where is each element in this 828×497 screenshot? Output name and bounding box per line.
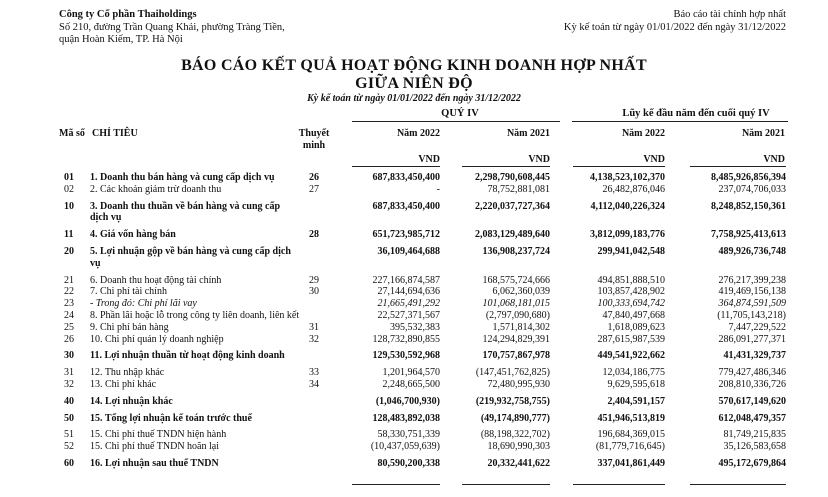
row-q4-2021: 6,062,360,039 [492,286,550,298]
row-spacer [786,241,828,270]
table-row [0,362,828,379]
row-note: 29 [309,274,319,286]
row-item: - Trong đó: Chi phí lãi vay [90,298,197,310]
table-row [0,441,828,453]
row-ytd-2021: 35,126,583,658 [723,441,786,453]
row-code: 20 [64,245,74,257]
row-spacer [786,391,828,408]
row-item: 11. Lợi nhuận thuần từ hoạt động kinh doanh [90,350,285,362]
doc-period: Kỳ kế toán từ ngày 01/01/2022 đến ngày 31/12/2022 [563,21,786,33]
row-spacer [786,441,828,453]
row-ytd-2021: 612,048,479,357 [718,412,786,424]
row-item: 12. Thu nhập khác [90,367,165,379]
row-note [295,196,333,225]
row-note [295,408,333,425]
row-note [295,424,333,441]
row-code: 51 [64,429,74,441]
row-note: 31 [309,321,319,333]
row-code: 52 [64,441,74,453]
row-item: 16. Lợi nhuận sau thuế TNDN [90,457,219,469]
row-ytd-2021: 276,217,399,238 [718,274,786,286]
row-spacer [786,184,828,196]
table-row [0,241,828,270]
row-note [295,310,333,322]
currency-ytd-2022: VND [643,154,665,165]
col-header-q4-2021: Năm 2021 [506,128,550,139]
row-ytd-2022: 451,946,513,819 [597,412,665,424]
row-q4-2022: 129,530,592,968 [372,350,440,362]
row-q4-2021: (2,797,090,680) [485,309,550,321]
row-q4-2021: (147,451,762,825) [475,367,550,379]
row-ytd-2022: 299,941,042,548 [597,245,665,257]
row-q4-2021: (88,198,322,702) [480,429,550,441]
group-header-q4: QUÝ IV [441,108,479,119]
col-header-ytd-2022: Năm 2022 [621,128,665,139]
row-q4-2021: 2,220,037,727,364 [475,200,550,212]
row-item: 14. Lợi nhuận khác [90,395,173,407]
row-item: 15. Tổng lợi nhuận kế toán trước thuế [90,412,252,424]
row-item: 8. Phần lãi hoặc lỗ trong công ty liên doanh, liên kết [90,309,300,321]
company-address-line1: Số 210, đường Trần Quang Khải, phường Tràng Tiền, [59,21,285,33]
row-note [295,453,333,470]
row-code: 23 [64,298,74,310]
col-header-item: CHỈ TIÊU [92,128,138,139]
col-header-note-line2: minh [302,140,326,151]
currency-q4-2021: VND [528,154,550,165]
row-q4-2021: 136,908,237,724 [482,245,550,257]
row-spacer [786,196,828,225]
row-ytd-2022: 4,138,523,102,370 [590,172,665,183]
table-row [0,424,828,441]
row-q4-2022: (10,437,059,639) [370,441,440,453]
row-ytd-2022: 9,629,595,618 [607,378,665,390]
table-row [0,345,828,362]
row-q4-2021: 101,068,181,015 [482,298,550,310]
table-row [0,270,828,287]
row-q4-2022: 22,527,371,567 [377,309,440,321]
row-ytd-2021: (11,705,143,218) [717,309,786,321]
income-statement-table [0,172,828,470]
row-code: 11 [64,229,74,241]
report-period: Kỳ kế toán từ ngày 01/01/2022 đến ngày 31/12/2022 [307,93,521,104]
row-spacer [786,334,828,346]
row-code: 21 [64,274,74,286]
row-code: 24 [64,309,74,321]
table-row [0,334,828,346]
currency-q4-2022: VND [418,154,440,165]
row-ytd-2022: 26,482,876,046 [602,183,665,195]
row-ytd-2022: 196,684,369,015 [597,429,665,441]
row-q4-2022: 128,483,892,038 [372,412,440,424]
row-code: 10 [64,200,74,212]
row-q4-2022: 128,732,890,855 [372,333,440,345]
row-spacer [786,408,828,425]
row-spacer [786,379,828,391]
row-note [295,298,333,310]
header-underline [690,166,786,167]
row-spacer [786,424,828,441]
row-note: 27 [309,183,319,195]
row-ytd-2021: 41,431,329,737 [723,350,786,362]
row-spacer [786,310,828,322]
row-ytd-2022: 100,333,694,742 [597,298,665,310]
row-item: 7. Chi phí tài chính [90,286,167,298]
row-code: 50 [64,412,74,424]
report-title: BÁO CÁO KẾT QUẢ HOẠT ĐỘNG KINH DOANH HỢP NHẤT [181,57,647,74]
row-spacer [786,345,828,362]
row-item: 10. Chi phí quản lý doanh nghiệp [90,333,224,345]
row-q4-2022: 687,833,450,400 [372,200,440,212]
row-q4-2021: 20,332,441,622 [487,457,550,469]
row-ytd-2021: 7,447,229,522 [728,321,786,333]
row-ytd-2021: 81,749,215,835 [723,429,786,441]
table-row [0,184,828,196]
row-spacer [786,224,828,241]
row-q4-2021: (49,174,890,777) [480,412,550,424]
row-code: 32 [64,378,74,390]
row-code: 02 [64,183,74,195]
row-q4-2022: 687,833,450,400 [372,172,440,183]
row-note: 30 [309,286,319,298]
table-row [0,379,828,391]
row-item-text: 3. Doanh thu thuần về bán hàng và cung cấp dịch vụ [90,200,281,224]
row-ytd-2021: 779,427,486,346 [718,367,786,379]
row-ytd-2022: 337,041,861,449 [597,457,665,469]
row-q4-2022: 36,109,464,688 [377,245,440,257]
row-ytd-2022: 2,404,591,157 [607,395,665,407]
company-address-line2: quận Hoàn Kiếm, TP. Hà Nội [59,34,183,45]
row-code: 40 [64,395,74,407]
currency-ytd-2021: VND [763,154,785,165]
row-q4-2021: 18,690,990,303 [487,441,550,453]
row-q4-2021: (219,932,758,755) [475,395,550,407]
row-spacer [786,298,828,310]
table-row [0,310,828,322]
row-item: 2. Các khoản giảm trừ doanh thu [90,183,222,195]
row-note [295,391,333,408]
row-spacer [786,322,828,334]
row-item: 9. Chi phí bán hàng [90,321,169,333]
row-q4-2022: 227,166,874,587 [372,274,440,286]
table-row [0,391,828,408]
row-q4-2021: 168,575,724,666 [482,274,550,286]
total-rule [573,484,665,485]
col-header-note-line1: Thuyết [298,128,330,139]
row-q4-2021: 72,480,995,930 [487,378,550,390]
row-item: 4. Giá vốn hàng bán [90,229,176,241]
row-ytd-2021: 570,617,149,620 [718,395,786,407]
row-note: 28 [309,229,319,241]
row-q4-2022: 1,201,964,570 [382,367,440,379]
row-spacer [786,270,828,287]
row-item: 6. Doanh thu hoạt động tài chính [90,274,222,286]
row-note: 34 [309,378,319,390]
header-underline [573,166,665,167]
row-q4-2022: 58,330,751,339 [377,429,440,441]
row-ytd-2022: 12,034,186,775 [602,367,665,379]
doc-type: Báo cáo tài chính hợp nhất [673,9,786,20]
group-rule-q4 [352,121,560,122]
group-header-ytd: Lũy kế đầu năm đến cuối quý IV [622,108,770,119]
row-ytd-2022: 449,541,922,662 [597,350,665,362]
row-note: 26 [309,172,319,183]
row-q4-2022: 651,723,985,712 [372,229,440,241]
table-row [0,172,828,184]
row-code: 01 [64,172,74,183]
row-item-text: 5. Lợi nhuận gộp về bán hàng và cung cấp dịch vụ [90,245,291,269]
row-q4-2021: 2,298,790,608,445 [475,172,550,183]
table-row [0,298,828,310]
row-spacer [786,172,828,184]
row-q4-2022: 2,248,665,500 [382,378,440,390]
row-code: 60 [64,457,74,469]
row-ytd-2022: (81,779,716,645) [595,441,665,453]
row-item: 15. Chi phí thuế TNDN hoãn lại [90,441,219,453]
row-q4-2021: 170,757,867,978 [482,350,550,362]
row-ytd-2021: 237,074,706,033 [718,183,786,195]
row-q4-2021: 1,571,814,302 [492,321,550,333]
row-ytd-2022: 4,112,040,226,324 [590,200,665,212]
report-title-sub: GIỮA NIÊN ĐỘ [355,75,473,92]
row-q4-2022: (1,046,700,930) [375,395,440,407]
row-item [90,241,295,270]
row-ytd-2021: 364,874,591,509 [718,298,786,310]
row-q4-2022: 21,665,491,292 [377,298,440,310]
row-code: 31 [64,367,74,379]
row-ytd-2022: 47,840,497,668 [602,309,665,321]
col-header-code: Mã số [59,128,85,139]
row-q4-2021: 78,752,881,081 [487,183,550,195]
row-ytd-2021: 7,758,925,413,613 [711,229,786,241]
row-code: 30 [64,350,74,362]
row-code: 22 [64,286,74,298]
row-q4-2021: 2,083,129,489,640 [475,229,550,241]
table-row [0,408,828,425]
group-rule-ytd [572,121,788,122]
col-header-ytd-2021: Năm 2021 [741,128,785,139]
row-ytd-2022: 1,618,089,623 [607,321,665,333]
total-rule [690,484,786,485]
row-q4-2022: 80,590,200,338 [377,457,440,469]
company-name: Công ty Cổ phần Thaiholdings [59,9,197,20]
row-spacer [786,286,828,298]
row-code: 25 [64,321,74,333]
row-q4-2022: - [436,183,440,195]
row-item: 13. Chi phí khác [90,378,157,390]
row-ytd-2021: 8,248,852,150,361 [711,200,786,212]
row-ytd-2021: 208,810,336,726 [718,378,786,390]
row-q4-2022: 27,144,694,636 [377,286,440,298]
doc-info [564,9,786,34]
company-block [59,9,285,47]
total-rule [462,484,550,485]
row-note [295,241,333,270]
row-item [90,196,295,225]
row-item: 1. Doanh thu bán hàng và cung cấp dịch vụ [90,172,275,183]
row-ytd-2021: 419,469,156,138 [718,286,786,298]
row-ytd-2021: 495,172,679,864 [718,457,786,469]
row-item: 15. Chi phí thuế TNDN hiện hành [90,429,227,441]
table-row [0,453,828,470]
row-note: 33 [309,367,319,379]
header-underline [352,166,440,167]
table-row [0,286,828,298]
table-row [0,224,828,241]
total-rule [352,484,440,485]
row-spacer [786,362,828,379]
row-code: 26 [64,333,74,345]
row-note: 32 [309,333,319,345]
row-q4-2022: 395,532,383 [390,321,440,333]
col-header-q4-2022: Năm 2022 [396,128,440,139]
row-note [295,345,333,362]
row-ytd-2021: 489,926,736,748 [718,245,786,257]
row-note [295,441,333,453]
row-ytd-2022: 3,812,099,183,776 [590,229,665,241]
row-q4-2021: 124,294,829,391 [482,333,550,345]
table-row [0,196,828,225]
row-ytd-2021: 286,091,277,371 [718,333,786,345]
row-ytd-2022: 287,615,987,539 [597,333,665,345]
row-ytd-2021: 8,485,926,856,394 [711,172,786,183]
row-spacer [786,453,828,470]
col-header-note [290,128,338,152]
table-row [0,322,828,334]
row-ytd-2022: 494,851,888,510 [597,274,665,286]
header-underline [462,166,550,167]
row-ytd-2022: 103,857,428,902 [597,286,665,298]
